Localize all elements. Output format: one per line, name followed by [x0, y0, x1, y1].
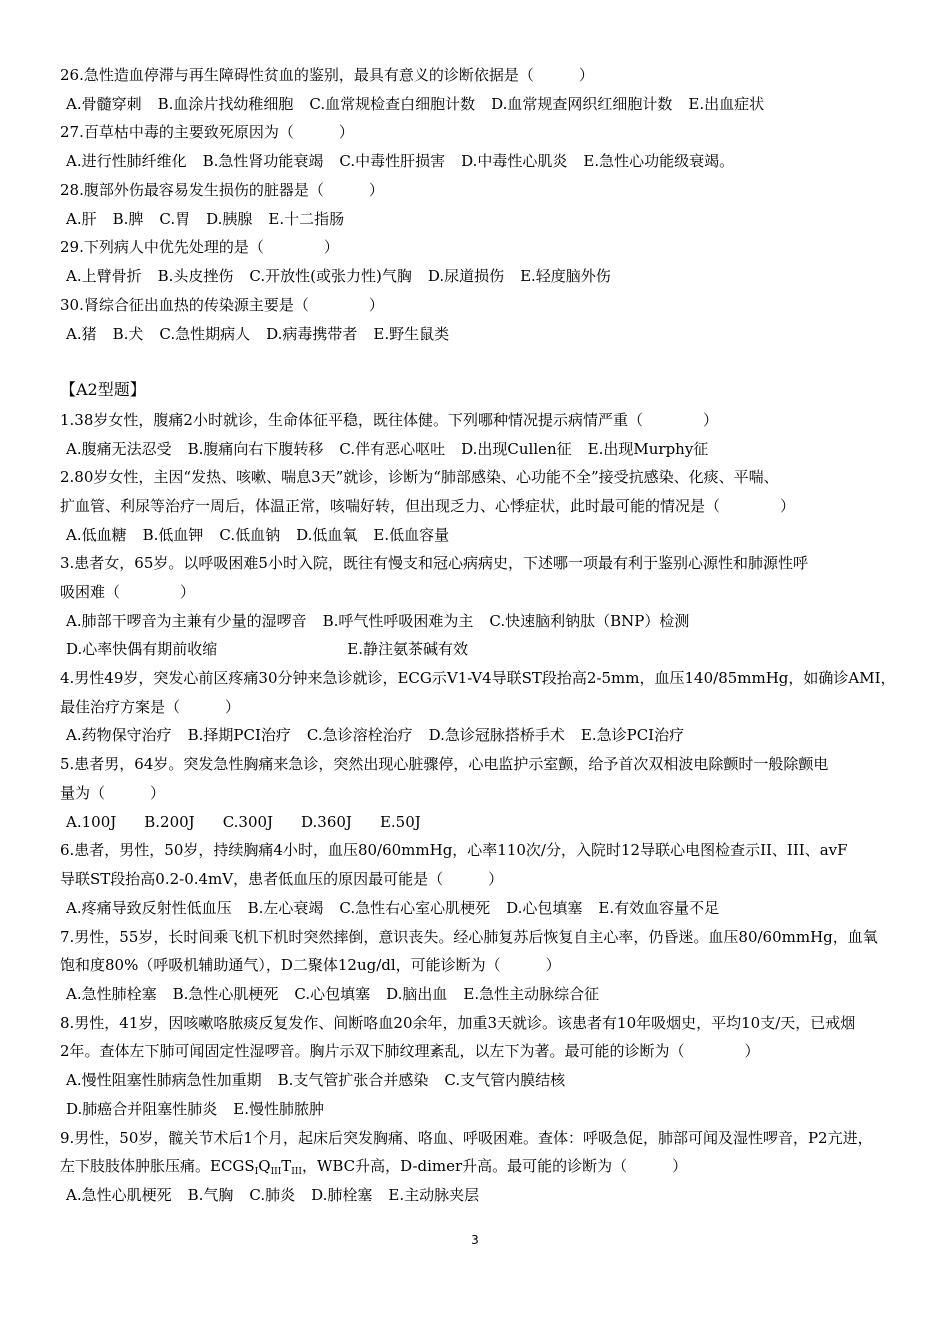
question-27-stem: 27.百草枯中毒的主要致死原因为（ ）: [60, 123, 354, 141]
ecg-t: T: [281, 1157, 292, 1175]
option: D.心率快偶有期前收缩: [66, 640, 218, 658]
option: D.脑出血: [386, 985, 448, 1003]
option: B.左心衰竭: [247, 899, 324, 917]
stem-text: ，WBC升高，D-dimer升高。最可能的诊断为（ ）: [301, 1157, 688, 1175]
option: B.腹痛向右下腹转移: [187, 440, 324, 458]
question-26-options: [66, 94, 902, 114]
a2-question-8-options-row2: [66, 1099, 902, 1119]
option: B.急性肾功能衰竭: [202, 152, 324, 170]
option: A.肝: [66, 210, 97, 228]
a2-question-5-stem-line2: 量为（ ）: [60, 784, 166, 802]
option: B.犬: [112, 325, 144, 343]
option: C.低血钠: [219, 526, 281, 544]
option: C.急性右心室心肌梗死: [339, 899, 491, 917]
option: E.低血容量: [373, 526, 450, 544]
option: B.头皮挫伤: [157, 267, 234, 285]
option: A.腹痛无法忍受: [66, 440, 172, 458]
option: D.心包填塞: [506, 899, 583, 917]
question-28-stem: 28.腹部外伤最容易发生损伤的脏器是（ ）: [60, 181, 384, 199]
a2-question-8-options-row1: [66, 1070, 902, 1090]
ecg-q: Q: [258, 1157, 271, 1175]
a2-question-4-stem-line2: 最佳治疗方案是（ ）: [60, 698, 241, 716]
question-29-stem: 29.下列病人中优先处理的是（ ）: [60, 238, 339, 256]
option: A.疼痛导致反射性低血压: [66, 899, 232, 917]
a2-question-3-stem-line2: 吸困难（ ）: [60, 583, 196, 601]
option: D.病毒携带者: [266, 325, 358, 343]
option: E.慢性肺脓肿: [233, 1100, 324, 1118]
ecg-s: S: [244, 1157, 255, 1175]
a2-question-8-stem-line1: 8.男性，41岁，因咳嗽咯脓痰反复发作、间断咯血20余年，加重3天就诊。该患者有10年吸烟史，平均10支/天，已戒烟: [60, 1014, 856, 1032]
a2-question-7-stem-line1: 7.男性，55岁，长时间乘飞机下机时突然摔倒，意识丧失。经心肺复苏后恢复自主心率，仍昏迷。血压80/60mmHg，血氧: [60, 928, 878, 946]
a2-question-6-stem-line2: 导联ST段抬高0.2-0.4mV，患者低血压的原因最可能是（ ）: [60, 870, 504, 888]
a2-question-4-stem-line1: 4.男性49岁，突发心前区疼痛30分钟来急诊就诊，ECG示V1-V4导联ST段抬高2-5mm，血压140/85mmHg，如确诊AMI，: [60, 669, 896, 687]
a2-question-9-options: [66, 1185, 902, 1205]
option: E.轻度脑外伤: [520, 267, 611, 285]
option: C.中毒性肝损害: [339, 152, 446, 170]
option: C.开放性(或张力性)气胸: [249, 267, 412, 285]
option: B.脾: [112, 210, 144, 228]
ecg-finding: [244, 1157, 302, 1175]
option: E.急性主动脉综合征: [463, 985, 600, 1003]
stem-text: 左下肢肢体肿胀压痛。ECG: [60, 1157, 245, 1175]
question-29-options: [66, 266, 902, 286]
option: A.肺部干啰音为主兼有少量的湿啰音: [66, 612, 307, 630]
option: C.急诊溶栓治疗: [306, 726, 413, 744]
option: E.出血症状: [688, 95, 765, 113]
option: B.呼气性呼吸困难为主: [322, 612, 474, 630]
option: C.血常规检查白细胞计数: [309, 95, 476, 113]
option: C.300J: [222, 813, 274, 831]
a2-question-9-stem-line2: [60, 1156, 902, 1176]
option: D.360J: [301, 813, 352, 831]
question-27-options: [66, 151, 902, 171]
option: D.血常规查网织红细胞计数: [491, 95, 673, 113]
option: E.出现Murphy征: [587, 440, 709, 458]
option: A.100J: [66, 813, 117, 831]
option: A.急性心肌梗死: [66, 1186, 172, 1204]
page-number: 3: [471, 1233, 479, 1247]
option: A.骨髓穿刺: [66, 95, 142, 113]
option: C.支气管内膜结核: [444, 1071, 566, 1089]
option: B.支气管扩张合并感染: [277, 1071, 429, 1089]
ecg-lead: III: [291, 1167, 302, 1177]
option: C.快速脑利钠肽（BNP）检测: [489, 612, 690, 630]
option: D.低血氧: [296, 526, 358, 544]
a2-question-7-options: [66, 984, 902, 1004]
a2-question-1-options: [66, 439, 902, 459]
option: A.慢性阻塞性肺病急性加重期: [66, 1071, 262, 1089]
a2-question-3-options-row1: [66, 611, 902, 631]
option: E.主动脉夹层: [388, 1186, 480, 1204]
option: A.进行性肺纤维化: [66, 152, 187, 170]
option: A.药物保守治疗: [66, 726, 172, 744]
option: C.肺炎: [249, 1186, 296, 1204]
option: E.野生鼠类: [373, 325, 450, 343]
a2-question-1-stem: 1.38岁女性，腹痛2小时就诊，生命体征平稳，既往体健。下列哪种情况提示病情严重（ ）: [60, 411, 718, 429]
a2-question-2-stem-line1: 2.80岁女性，主因“发热、咳嗽、喘息3天”就诊，诊断为“肺部感染、心功能不全”接受抗感染、化痰、平喘、: [60, 468, 779, 486]
a2-question-2-stem-line2: 扩血管、利尿等治疗一周后，体温正常，咳喘好转，但出现乏力、心悸症状，此时最可能的情况是（ ）: [60, 497, 796, 515]
a2-question-5-stem-line1: 5.患者男，64岁。突发急性胸痛来急诊，突然出现心脏骤停，心电监护示室颤，给予首次双相波电除颤时一般除颤电: [60, 755, 829, 773]
option: D.急诊冠脉搭桥手术: [428, 726, 565, 744]
option: A.上臂骨折: [66, 267, 142, 285]
a2-question-8-stem-line2: 2年。查体左下肺可闻固定性湿啰音。胸片示双下肺纹理紊乱，以左下为著。最可能的诊断为（ ）: [60, 1042, 760, 1060]
option: D.肺癌合并阻塞性肺炎: [66, 1100, 218, 1118]
a2-question-4-options: [66, 725, 902, 745]
question-30-options: [66, 324, 902, 344]
a2-question-9-stem-line1: 9.男性，50岁，髋关节术后1个月，起床后突发胸痛、咯血、呼吸困难。查体：呼吸急促，肺部可闻及湿性啰音，P2亢进，: [60, 1129, 873, 1147]
option: C.胃: [159, 210, 191, 228]
a2-question-6-stem-line1: 6.患者，男性，50岁，持续胸痛4小时，血压80/60mmHg，心率110次/分，入院时12导联心电图检查示II、III、avF: [60, 841, 848, 859]
option: A.急性肺栓塞: [66, 985, 157, 1003]
a2-question-3-stem-line1: 3.患者女，65岁。以呼吸困难5小时入院，既往有慢支和冠心病病史，下述哪一项最有利于鉴别心源性和肺源性呼: [60, 554, 808, 572]
section-heading: 【A2型题】: [60, 380, 146, 399]
ecg-lead: III: [270, 1167, 282, 1177]
option: D.中毒性心肌炎: [461, 152, 568, 170]
option: A.猪: [66, 325, 97, 343]
question-26-stem: 26.急性造血停滞与再生障碍性贫血的鉴别，最具有意义的诊断依据是（ ）: [60, 66, 594, 84]
option: B.气胸: [187, 1186, 234, 1204]
option: E.有效血容量不足: [598, 899, 720, 917]
a2-question-7-stem-line2: 饱和度80%（呼吸机辅助通气），D二聚体12ug/dl，可能诊断为（ ）: [60, 956, 561, 974]
option: C.急性期病人: [159, 325, 251, 343]
option: E.急诊PCI治疗: [580, 726, 685, 744]
option: D.出现Cullen征: [461, 440, 572, 458]
option: A.低血糖: [66, 526, 127, 544]
a2-question-2-options: [66, 525, 902, 545]
option: E.静注氨茶碱有效: [347, 640, 468, 658]
option: D.肺栓塞: [311, 1186, 373, 1204]
option: B.择期PCI治疗: [187, 726, 291, 744]
ecg-lead: I: [254, 1167, 259, 1177]
a2-question-5-options: [66, 812, 902, 832]
option: D.尿道损伤: [427, 267, 505, 285]
option: E.50J: [379, 813, 421, 831]
option: B.200J: [144, 813, 195, 831]
a2-question-3-options-row2: [66, 639, 902, 659]
option: B.低血钾: [142, 526, 204, 544]
option: E.十二指肠: [268, 210, 345, 228]
option: B.血涂片找幼稚细胞: [157, 95, 294, 113]
question-28-options: [66, 209, 902, 229]
option: C.伴有恶心呕吐: [339, 440, 446, 458]
option: C.心包填塞: [294, 985, 371, 1003]
option: B.急性心肌梗死: [172, 985, 279, 1003]
a2-question-6-options: [66, 898, 902, 918]
option: D.胰腺: [206, 210, 253, 228]
question-30-stem: 30.肾综合征出血热的传染源主要是（ ）: [60, 296, 384, 314]
option: E.急性心功能级衰竭。: [583, 152, 735, 170]
